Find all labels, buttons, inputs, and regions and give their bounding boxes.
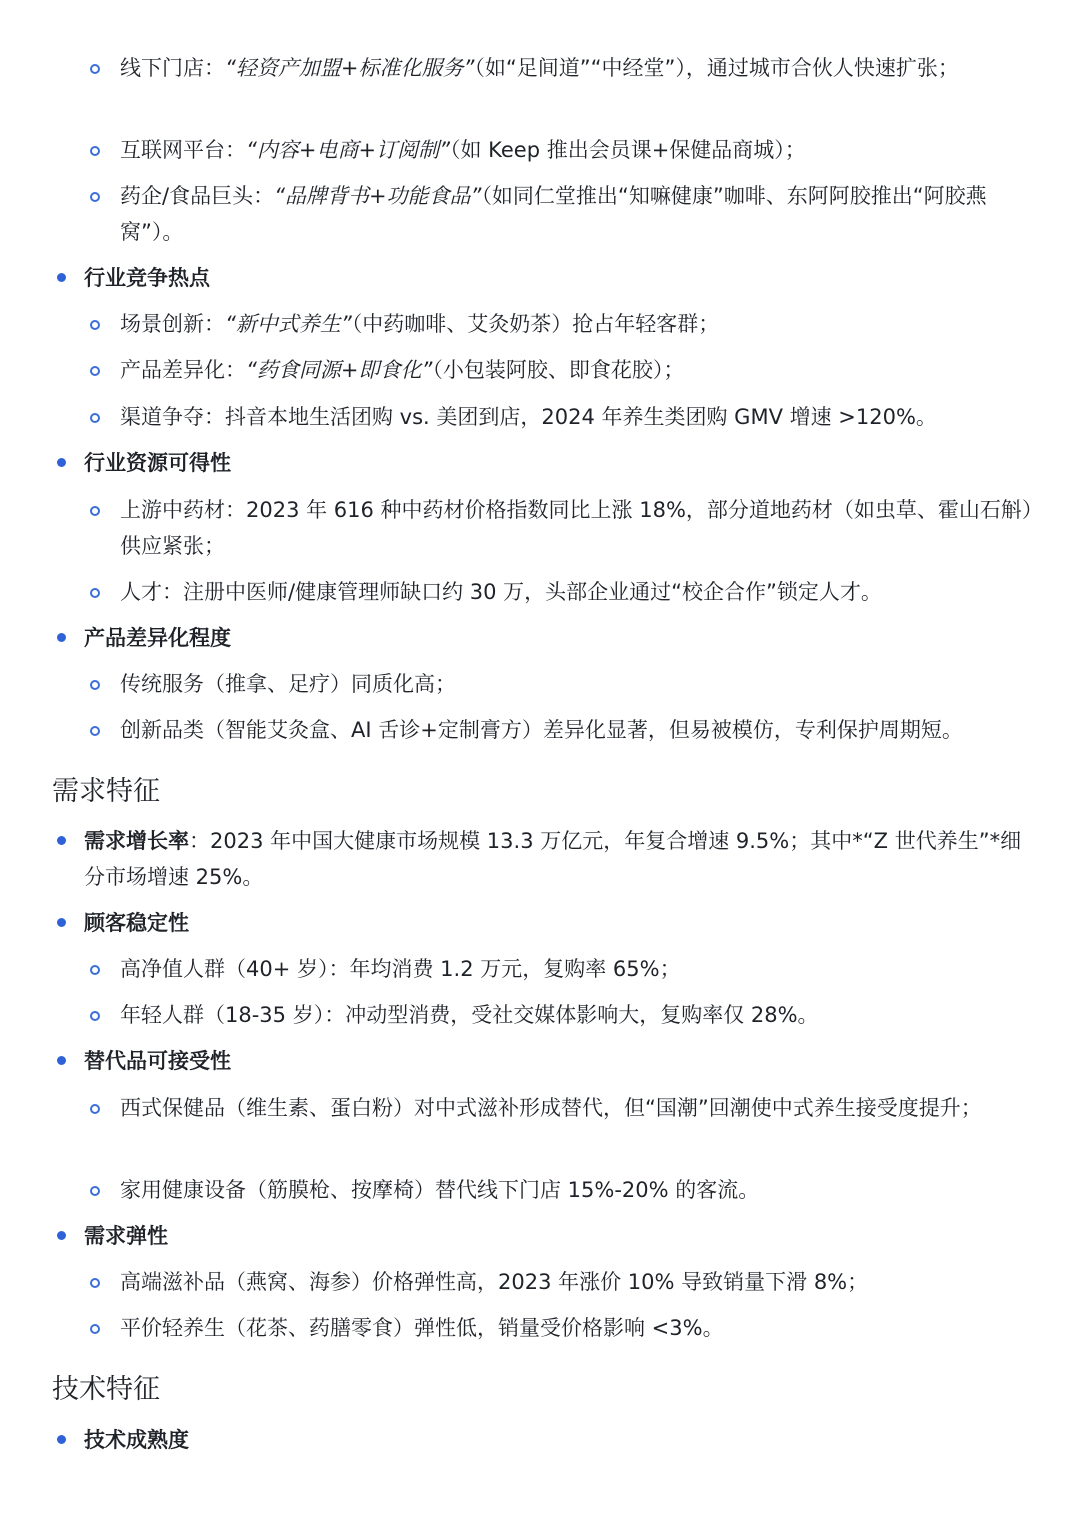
- bullet-heading: [84, 620, 1034, 656]
- list-item: [120, 178, 1035, 250]
- hollow-bullet-icon: [90, 366, 100, 376]
- solid-bullet-icon: [57, 1435, 66, 1444]
- bullet-heading-label: 行业竞争热点: [84, 266, 210, 290]
- section-heading: 需求特征: [52, 776, 160, 807]
- bullet-heading: [84, 260, 1034, 296]
- bullet-heading: [84, 1422, 1034, 1458]
- item-text: 高净值人群（40+ 岁）：年均消费 1.2 万元，复购率 65%；: [120, 957, 681, 981]
- item-text: 西式保健品（维生素、蛋白粉）对中式滋补形成替代，但“国潮”回潮使中式养生接受度提升；: [120, 1096, 982, 1120]
- item-text: 创新品类（智能艾灸盒、AI 舌诊+定制膏方）差异化显著，但易被模仿，专利保护周期短。: [120, 718, 963, 742]
- item-text: 年轻人群（18-35 岁）：冲动型消费，受社交媒体影响大，复购率仅 28%。: [120, 1003, 819, 1027]
- solid-bullet-icon: [57, 273, 66, 282]
- item-text: 人才：注册中医师/健康管理师缺口约 30 万，头部企业通过“校企合作”锁定人才。: [120, 580, 882, 604]
- list-item: [120, 574, 1035, 610]
- list-item: [120, 1172, 1035, 1208]
- bullet-heading: [84, 1218, 1034, 1254]
- hollow-bullet-icon: [90, 192, 100, 202]
- list-item: [120, 997, 1035, 1033]
- solid-bullet-icon: [57, 1056, 66, 1065]
- hollow-bullet-icon: [90, 413, 100, 423]
- solid-bullet-icon: [57, 836, 66, 845]
- bullet-heading-label: 行业资源可得性: [84, 451, 231, 475]
- item-label: 药企/食品巨头：: [120, 184, 275, 208]
- item-text: （小包装阿胶、即食花胶）；: [432, 358, 685, 382]
- bullet-heading: [84, 1043, 1034, 1079]
- hollow-bullet-icon: [90, 320, 100, 330]
- item-text: 传统服务（推拿、足疗）同质化高；: [120, 672, 456, 696]
- solid-bullet-icon: [57, 633, 66, 642]
- bullet-paragraph: [84, 823, 1034, 895]
- bullet-heading: [84, 905, 1034, 941]
- solid-bullet-icon: [57, 1231, 66, 1240]
- list-item: [120, 50, 1035, 86]
- list-item: [120, 666, 1035, 702]
- list-item: [120, 132, 1035, 168]
- hollow-bullet-icon: [90, 1324, 100, 1334]
- bullet-heading-label: 需求弹性: [84, 1224, 168, 1248]
- hollow-bullet-icon: [90, 588, 100, 598]
- list-item: [120, 1310, 1035, 1346]
- item-text: ：2023 年中国大健康市场规模 13.3 万亿元，年复合增速 9.5%；其中*“Z 世代养生”*细分市场增速 25%。: [84, 829, 1022, 889]
- item-emphasis: “轻资产加盟+标准化服务”: [225, 56, 475, 80]
- hollow-bullet-icon: [90, 1011, 100, 1021]
- hollow-bullet-icon: [90, 146, 100, 156]
- item-text: （如 Keep 推出会员课+保健品商城）；: [449, 138, 806, 162]
- item-text: 家用健康设备（筋膜枪、按摩椅）替代线下门店 15%-20% 的客流。: [120, 1178, 760, 1202]
- list-item: [120, 1090, 1035, 1126]
- bullet-heading-label: 技术成熟度: [84, 1428, 189, 1452]
- hollow-bullet-icon: [90, 726, 100, 736]
- list-item: [120, 712, 1035, 748]
- item-text: 高端滋补品（燕窝、海参）价格弹性高，2023 年涨价 10% 导致销量下滑 8%；: [120, 1270, 869, 1294]
- list-item: [120, 492, 1035, 564]
- bullet-heading-label: 替代品可接受性: [84, 1049, 231, 1073]
- bullet-heading-label: 顾客稳定性: [84, 911, 189, 935]
- item-emphasis: “内容+电商+订阅制”: [246, 138, 450, 162]
- item-label: 线下门店：: [120, 56, 225, 80]
- list-item: [120, 1264, 1035, 1300]
- item-emphasis: “新中式养生”: [225, 312, 352, 336]
- list-item: [120, 951, 1035, 987]
- item-label: 产品差异化：: [120, 358, 246, 382]
- solid-bullet-icon: [57, 918, 66, 927]
- list-item: [120, 399, 1035, 435]
- item-text: （如“足间道”“中经堂”），通过城市合伙人快速扩张；: [474, 56, 959, 80]
- hollow-bullet-icon: [90, 965, 100, 975]
- hollow-bullet-icon: [90, 680, 100, 690]
- list-item: [120, 352, 1035, 388]
- solid-bullet-icon: [57, 458, 66, 467]
- item-label: 互联网平台：: [120, 138, 246, 162]
- item-text: 渠道争夺：抖音本地生活团购 vs. 美团到店，2024 年养生类团购 GMV 增速 >120%。: [120, 405, 937, 429]
- bullet-heading-label: 产品差异化程度: [84, 626, 231, 650]
- hollow-bullet-icon: [90, 1104, 100, 1114]
- bullet-heading-label: 需求增长率: [84, 829, 189, 853]
- hollow-bullet-icon: [90, 1186, 100, 1196]
- list-item: [120, 306, 1035, 342]
- bullet-heading: [84, 445, 1034, 481]
- hollow-bullet-icon: [90, 1278, 100, 1288]
- item-emphasis: “药食同源+即食化”: [246, 358, 433, 382]
- item-text: 上游中药材：2023 年 616 种中药材价格指数同比上涨 18%，部分道地药材（如虫草、霍山石斛）供应紧张；: [120, 498, 1033, 558]
- item-emphasis: “品牌背书+功能食品”: [274, 184, 482, 208]
- section-heading: 技术特征: [52, 1374, 160, 1405]
- item-label: 场景创新：: [120, 312, 225, 336]
- item-text: （中药咖啡、艾灸奶茶）抢占年轻客群；: [351, 312, 720, 336]
- hollow-bullet-icon: [90, 506, 100, 516]
- item-text: 平价轻养生（花茶、药膳零食）弹性低，销量受价格影响 <3%。: [120, 1316, 724, 1340]
- hollow-bullet-icon: [90, 64, 100, 74]
- item-text: （如同仁堂推出“知嘛健康”咖啡、东阿阿胶推出“阿胶燕窝”）。: [120, 184, 987, 244]
